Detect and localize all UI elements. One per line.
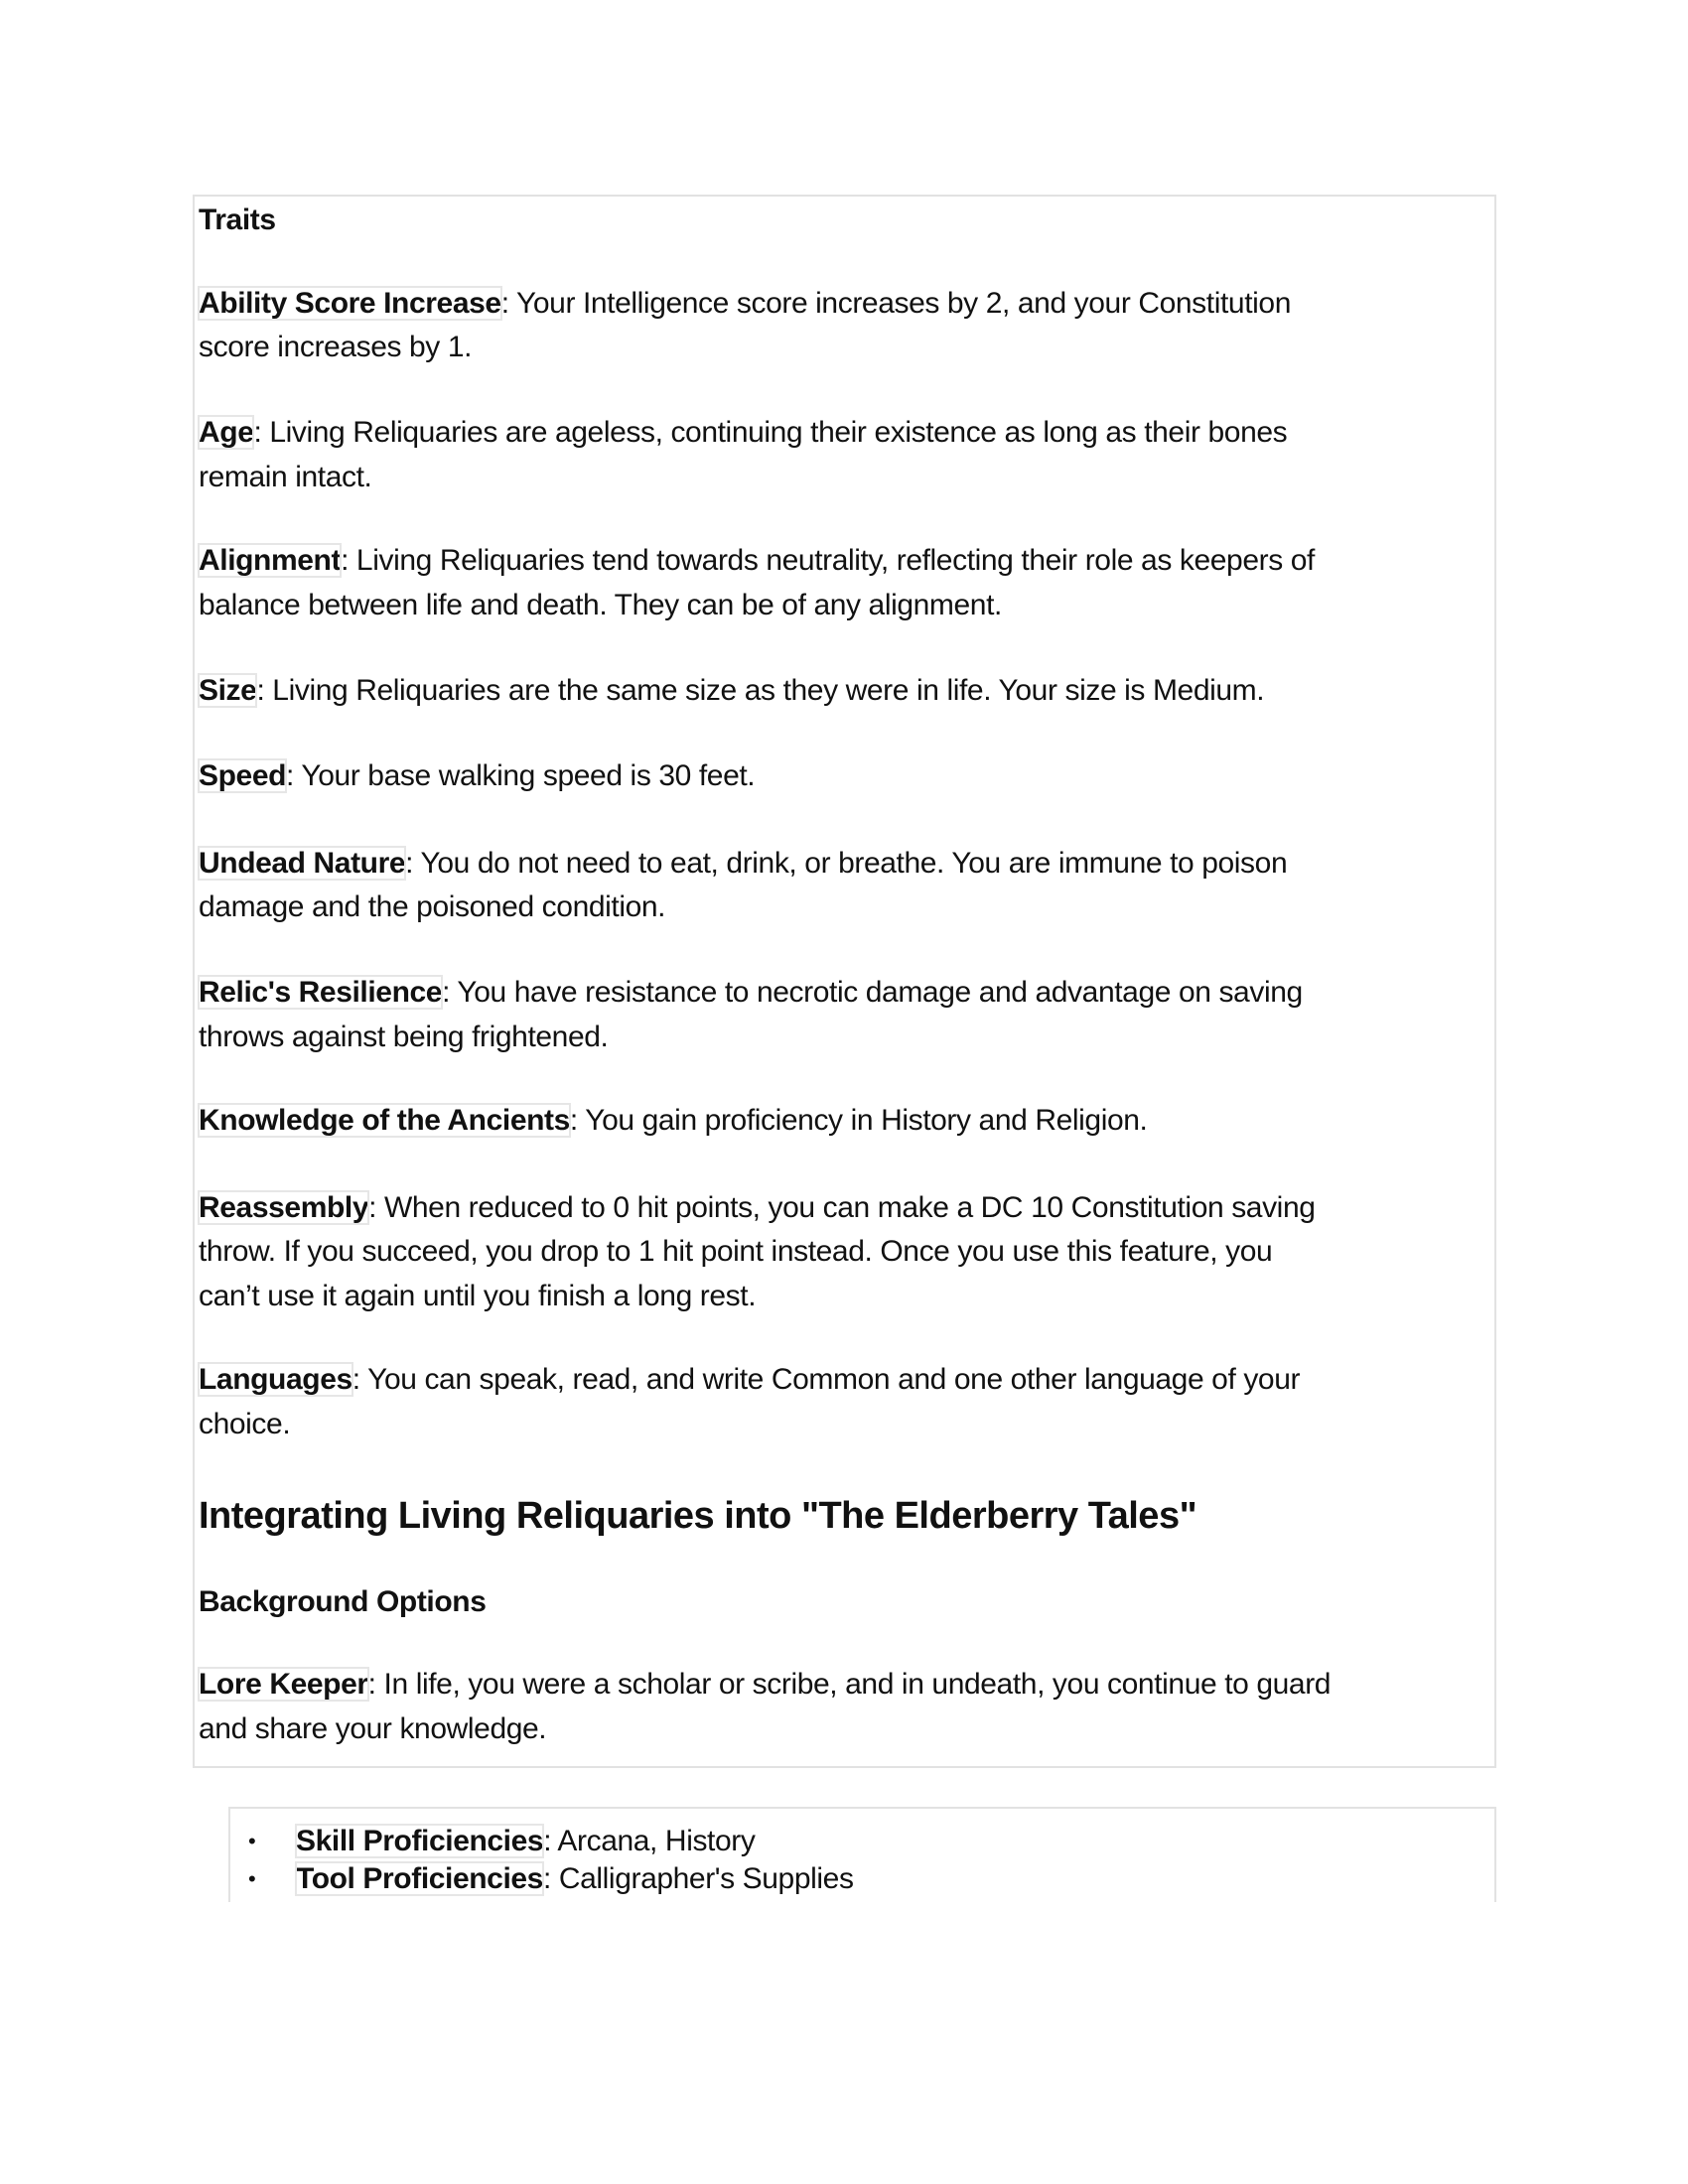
trait-text: : Your Intelligence score increases by 2, and your Constitution	[500, 287, 1291, 320]
background-label: Lore Keeper	[199, 1668, 368, 1701]
trait-label: Ability Score Increase	[199, 287, 501, 320]
trait-label: Reassembly	[199, 1191, 369, 1224]
trait-label: Age	[199, 416, 254, 449]
trait-text-continued: throws against being frightened.	[199, 1021, 609, 1053]
trait-label: Relic's Resilience	[199, 976, 443, 1009]
trait-text-continued: can’t use it again until you finish a long rest.	[199, 1280, 757, 1312]
trait-relics-resilience	[199, 971, 1303, 1015]
trait-label: Knowledge of the Ancients	[199, 1104, 570, 1137]
trait-label: Undead Nature	[199, 847, 406, 880]
list-item-text: : Arcana, History	[543, 1825, 756, 1857]
trait-alignment	[199, 539, 1315, 583]
trait-label: Speed	[199, 759, 287, 792]
bullet-icon: •	[248, 1829, 256, 1853]
trait-text: : Living Reliquaries are ageless, continuing their existence as long as their bones	[253, 416, 1288, 449]
trait-label: Size	[199, 674, 257, 707]
trait-knowledge-of-the-ancients	[199, 1099, 1147, 1143]
trait-label: Alignment	[199, 544, 342, 577]
list-item-label: Skill Proficiencies	[296, 1825, 544, 1857]
trait-undead-nature	[199, 842, 1287, 886]
trait-text-continued: remain intact.	[199, 461, 372, 493]
trait-label: Languages	[199, 1363, 352, 1396]
background-lore-keeper	[199, 1663, 1331, 1706]
trait-text-continued: throw. If you succeed, you drop to 1 hit point instead. Once you use this feature, you	[199, 1235, 1273, 1268]
trait-reassembly	[199, 1186, 1316, 1230]
background-text: : In life, you were a scholar or scribe, and in undeath, you continue to guard	[367, 1668, 1332, 1701]
trait-text: : You do not need to eat, drink, or breathe. You are immune to poison	[405, 847, 1288, 880]
trait-languages	[199, 1358, 1300, 1402]
trait-text-continued: choice.	[199, 1408, 291, 1440]
trait-text: : Your base walking speed is 30 feet.	[286, 759, 756, 792]
trait-text-continued: balance between life and death. They can be of any alignment.	[199, 589, 1002, 621]
list-item-tool-proficiencies	[296, 1857, 854, 1901]
trait-speed	[199, 754, 755, 798]
trait-text: : Living Reliquaries tend towards neutrality, reflecting their role as keepers of	[341, 544, 1315, 577]
traits-heading: Traits	[199, 204, 276, 236]
trait-text-continued: damage and the poisoned condition.	[199, 890, 666, 923]
trait-ability-score-increase	[199, 282, 1291, 326]
bullet-icon: •	[248, 1866, 256, 1891]
trait-age	[199, 411, 1287, 455]
trait-size	[199, 669, 1264, 713]
trait-text-continued: score increases by 1.	[199, 331, 473, 363]
list-item-text: : Calligrapher's Supplies	[542, 1862, 854, 1895]
background-options-heading: Background Options	[199, 1585, 487, 1618]
trait-text: : When reduced to 0 hit points, you can make a DC 10 Constitution saving	[368, 1191, 1316, 1224]
trait-text: : You have resistance to necrotic damage and advantage on saving	[442, 976, 1303, 1009]
list-item-label: Tool Proficiencies	[296, 1862, 543, 1895]
trait-text: : You can speak, read, and write Common and one other language of your	[352, 1363, 1301, 1396]
integration-heading: Integrating Living Reliquaries into "The Elderberry Tales"	[199, 1495, 1197, 1537]
background-text-continued: and share your knowledge.	[199, 1712, 547, 1745]
trait-text: : You gain proficiency in History and Religion.	[569, 1104, 1148, 1137]
trait-text: : Living Reliquaries are the same size as they were in life. Your size is Medium.	[256, 674, 1265, 707]
